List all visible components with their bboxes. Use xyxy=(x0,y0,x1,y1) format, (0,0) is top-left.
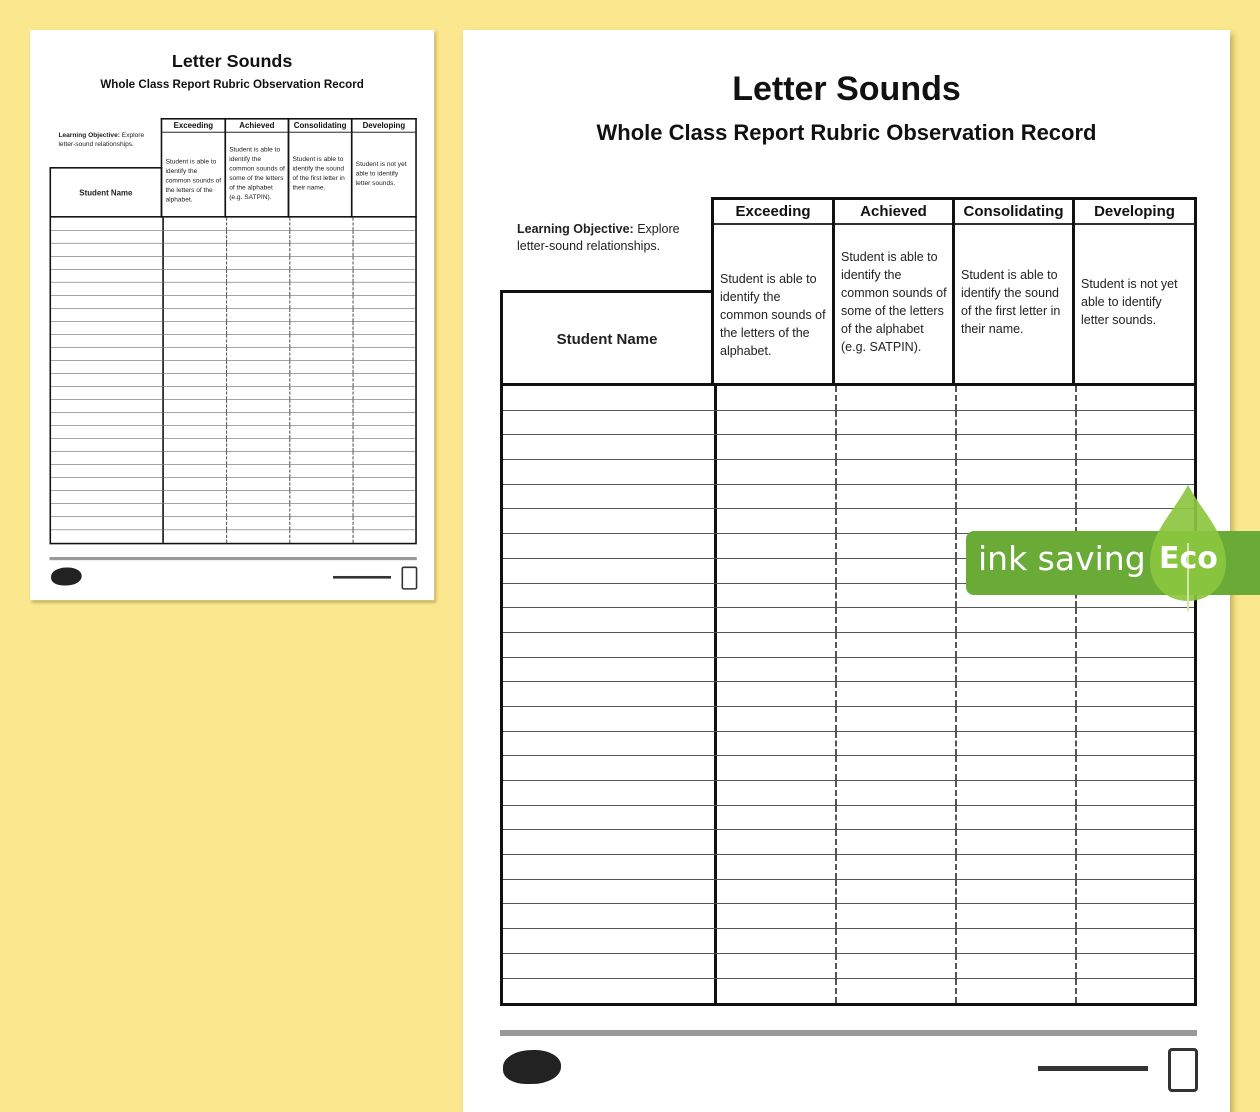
student-row[interactable] xyxy=(51,244,415,257)
column-divider xyxy=(955,732,957,756)
learning-objective xyxy=(58,131,158,149)
column-divider xyxy=(1075,460,1077,484)
column-divider xyxy=(226,452,227,464)
column-exceeding xyxy=(711,197,835,386)
column-divider xyxy=(226,244,227,256)
column-divider xyxy=(353,478,354,490)
column-divider xyxy=(162,270,164,282)
student-row[interactable] xyxy=(51,270,415,283)
column-label: Consolidating xyxy=(955,200,1072,225)
column-divider xyxy=(226,335,227,347)
column-divider xyxy=(835,534,837,558)
footer-divider xyxy=(49,557,416,560)
student-row[interactable] xyxy=(51,478,415,491)
column-divider xyxy=(289,452,290,464)
column-divider xyxy=(955,979,957,1004)
student-row[interactable] xyxy=(503,929,1194,954)
column-divider xyxy=(835,954,837,978)
page-preview-thumbnail xyxy=(30,30,434,600)
column-divider xyxy=(714,460,717,484)
column-divider xyxy=(162,218,164,230)
objective-text: Explore letter-sound relationships. xyxy=(517,222,680,253)
column-divider xyxy=(226,257,227,269)
student-row[interactable] xyxy=(51,322,415,335)
column-divider xyxy=(289,517,290,529)
column-divider xyxy=(162,426,164,438)
column-divider xyxy=(955,806,957,830)
column-divider xyxy=(835,435,837,459)
column-divider xyxy=(353,387,354,399)
column-divider xyxy=(835,756,837,780)
footer-divider xyxy=(500,1030,1197,1036)
student-row[interactable] xyxy=(51,283,415,296)
column-divider xyxy=(955,584,957,608)
column-divider xyxy=(835,707,837,731)
column-divider xyxy=(226,491,227,503)
student-row[interactable] xyxy=(503,830,1194,855)
column-divider xyxy=(835,386,837,410)
student-row[interactable] xyxy=(503,682,1194,707)
column-divider xyxy=(162,283,164,295)
column-divider xyxy=(835,781,837,805)
student-row[interactable] xyxy=(51,491,415,504)
column-divider xyxy=(714,929,717,953)
column-divider xyxy=(162,231,164,243)
column-divider xyxy=(955,682,957,706)
column-divider xyxy=(289,361,290,373)
column-divider xyxy=(226,530,227,543)
column-achieved xyxy=(224,118,289,218)
column-label: Developing xyxy=(353,120,416,133)
column-divider xyxy=(955,855,957,879)
column-divider xyxy=(714,954,717,978)
column-divider xyxy=(714,633,717,657)
column-divider xyxy=(714,806,717,830)
column-divider xyxy=(1075,435,1077,459)
column-divider xyxy=(162,257,164,269)
column-divider xyxy=(1075,855,1077,879)
column-divider xyxy=(955,509,957,533)
column-divider xyxy=(353,452,354,464)
column-divider xyxy=(162,452,164,464)
student-row[interactable] xyxy=(51,439,415,452)
column-description: Student is able to identify the sound of the first letter in their name. xyxy=(292,155,345,192)
column-divider xyxy=(353,322,354,334)
column-divider xyxy=(226,296,227,308)
objective-label: Learning Objective: xyxy=(58,131,120,139)
column-divider xyxy=(353,426,354,438)
column-label: Developing xyxy=(1075,200,1194,225)
column-divider xyxy=(289,283,290,295)
student-row[interactable] xyxy=(51,348,415,361)
column-divider xyxy=(714,979,717,1004)
column-divider xyxy=(835,880,837,904)
student-row[interactable] xyxy=(503,880,1194,905)
column-divider xyxy=(353,296,354,308)
column-divider xyxy=(226,439,227,451)
column-divider xyxy=(353,504,354,516)
column-divider xyxy=(955,435,957,459)
column-divider xyxy=(289,309,290,321)
column-divider xyxy=(289,257,290,269)
column-divider xyxy=(289,387,290,399)
column-divider xyxy=(162,322,164,334)
column-divider xyxy=(353,361,354,373)
column-divider xyxy=(955,608,957,632)
column-label: Exceeding xyxy=(714,200,832,225)
column-divider xyxy=(353,465,354,477)
objective-label: Learning Objective: xyxy=(517,222,634,236)
column-divider xyxy=(226,400,227,412)
column-divider xyxy=(353,491,354,503)
student-row[interactable] xyxy=(503,435,1194,460)
column-divider xyxy=(353,335,354,347)
column-divider xyxy=(353,257,354,269)
student-row[interactable] xyxy=(51,426,415,439)
column-divider xyxy=(162,478,164,490)
column-divider xyxy=(714,509,717,533)
learning-objective xyxy=(517,221,707,255)
column-divider xyxy=(1075,979,1077,1004)
column-description: Student is able to identify the common sounds of the letters of the alphabet. xyxy=(165,157,222,203)
column-divider xyxy=(226,413,227,425)
column-divider xyxy=(353,270,354,282)
column-divider xyxy=(835,855,837,879)
student-row[interactable] xyxy=(503,855,1194,880)
column-consolidating xyxy=(288,118,353,218)
column-description: Student is able to identify the sound of the first letter in their name. xyxy=(961,268,1061,336)
column-divider xyxy=(289,322,290,334)
column-divider xyxy=(226,374,227,386)
column-divider xyxy=(714,756,717,780)
student-row[interactable] xyxy=(51,413,415,426)
column-divider xyxy=(835,633,837,657)
document-title: Letter Sounds xyxy=(171,51,293,72)
column-divider xyxy=(714,534,717,558)
column-divider xyxy=(162,439,164,451)
column-divider xyxy=(1075,904,1077,928)
column-description: Student is not yet able to identify letter sounds. xyxy=(1081,277,1178,327)
column-divider xyxy=(226,465,227,477)
column-divider xyxy=(289,530,290,543)
column-divider xyxy=(714,559,717,583)
column-divider xyxy=(162,530,164,543)
column-divider xyxy=(714,707,717,731)
column-divider xyxy=(162,504,164,516)
footer-text xyxy=(1038,1066,1148,1071)
badge-text: ink saving xyxy=(978,539,1146,578)
column-divider xyxy=(226,270,227,282)
column-divider xyxy=(955,633,957,657)
column-divider xyxy=(353,413,354,425)
column-divider xyxy=(955,485,957,509)
column-divider xyxy=(835,509,837,533)
document-subtitle: Whole Class Report Rubric Observation Record xyxy=(596,120,1097,145)
column-divider xyxy=(714,682,717,706)
student-row[interactable] xyxy=(51,374,415,387)
column-description: Student is able to identify the common sounds of some of the letters of the alphabet (e.g. SATPIN). xyxy=(229,145,285,201)
student-name-header: Student Name xyxy=(500,290,714,386)
student-row[interactable] xyxy=(51,309,415,322)
column-divider xyxy=(162,244,164,256)
column-divider xyxy=(714,435,717,459)
column-divider xyxy=(835,732,837,756)
column-divider xyxy=(835,682,837,706)
column-divider xyxy=(955,781,957,805)
column-divider xyxy=(835,485,837,509)
student-rows xyxy=(500,383,1197,1006)
column-divider xyxy=(1075,929,1077,953)
column-divider xyxy=(714,386,717,410)
column-divider xyxy=(353,218,354,230)
column-divider xyxy=(353,400,354,412)
column-divider xyxy=(1075,608,1077,632)
column-divider xyxy=(1075,806,1077,830)
column-divider xyxy=(714,658,717,682)
student-row[interactable] xyxy=(503,732,1194,757)
column-divider xyxy=(353,530,354,543)
column-divider xyxy=(226,504,227,516)
column-label: Achieved xyxy=(226,120,288,133)
column-divider xyxy=(162,348,164,360)
column-label: Consolidating xyxy=(289,120,351,133)
column-divider xyxy=(714,880,717,904)
student-row[interactable] xyxy=(503,979,1194,1004)
column-divider xyxy=(714,411,717,435)
student-name-header: Student Name xyxy=(49,167,162,218)
column-consolidating xyxy=(952,197,1075,386)
column-divider xyxy=(835,460,837,484)
student-row[interactable] xyxy=(51,231,415,244)
column-divider xyxy=(162,491,164,503)
column-divider xyxy=(714,584,717,608)
column-divider xyxy=(289,478,290,490)
column-divider xyxy=(289,465,290,477)
column-divider xyxy=(1075,386,1077,410)
column-divider xyxy=(353,517,354,529)
column-divider xyxy=(162,465,164,477)
student-row[interactable] xyxy=(503,954,1194,979)
student-row[interactable] xyxy=(503,608,1194,633)
column-divider xyxy=(835,979,837,1004)
column-exceeding xyxy=(161,118,226,218)
column-divider xyxy=(1075,682,1077,706)
column-divider xyxy=(714,830,717,854)
brand-logo-icon xyxy=(503,1050,561,1084)
column-divider xyxy=(955,904,957,928)
column-divider xyxy=(162,309,164,321)
footer-text xyxy=(333,576,391,579)
column-divider xyxy=(289,374,290,386)
column-divider xyxy=(289,504,290,516)
column-divider xyxy=(835,830,837,854)
column-divider xyxy=(226,231,227,243)
column-divider xyxy=(162,374,164,386)
student-row[interactable] xyxy=(503,633,1194,658)
column-divider xyxy=(955,756,957,780)
student-row[interactable] xyxy=(51,257,415,270)
column-divider xyxy=(835,929,837,953)
column-divider xyxy=(289,491,290,503)
column-divider xyxy=(955,830,957,854)
column-divider xyxy=(226,361,227,373)
column-divider xyxy=(289,426,290,438)
column-divider xyxy=(835,411,837,435)
column-divider xyxy=(1075,509,1077,533)
column-divider xyxy=(714,732,717,756)
column-divider xyxy=(1075,658,1077,682)
column-divider xyxy=(162,296,164,308)
column-divider xyxy=(226,478,227,490)
column-divider xyxy=(226,322,227,334)
column-developing xyxy=(1072,197,1197,386)
column-divider xyxy=(714,608,717,632)
student-row[interactable] xyxy=(51,530,415,543)
column-divider xyxy=(1075,485,1077,509)
column-divider xyxy=(289,335,290,347)
column-divider xyxy=(955,460,957,484)
column-divider xyxy=(1075,781,1077,805)
column-divider xyxy=(835,904,837,928)
column-divider xyxy=(162,387,164,399)
student-row[interactable] xyxy=(51,387,415,400)
column-divider xyxy=(162,400,164,412)
student-row[interactable] xyxy=(503,781,1194,806)
student-row[interactable] xyxy=(51,452,415,465)
column-description: Student is not yet able to identify letter sounds. xyxy=(355,160,407,187)
column-divider xyxy=(1075,411,1077,435)
column-divider xyxy=(835,584,837,608)
student-row[interactable] xyxy=(51,335,415,348)
column-divider xyxy=(1075,954,1077,978)
column-label: Exceeding xyxy=(162,120,224,133)
column-divider xyxy=(289,400,290,412)
column-achieved xyxy=(832,197,955,386)
student-row[interactable] xyxy=(51,517,415,530)
brand-mark-icon xyxy=(1168,1048,1198,1092)
column-divider xyxy=(353,348,354,360)
column-divider xyxy=(955,707,957,731)
column-divider xyxy=(226,387,227,399)
student-row[interactable] xyxy=(503,806,1194,831)
column-description: Student is able to identify the common sounds of the letters of the alphabet. xyxy=(720,272,826,358)
column-divider xyxy=(289,244,290,256)
student-row[interactable] xyxy=(503,411,1194,436)
brand-mark-icon xyxy=(402,566,418,589)
column-divider xyxy=(1075,707,1077,731)
column-divider xyxy=(353,309,354,321)
student-row[interactable] xyxy=(503,756,1194,781)
column-divider xyxy=(714,485,717,509)
brand-logo-icon xyxy=(51,568,82,586)
document-title: Letter Sounds xyxy=(732,70,961,108)
column-description: Student is able to identify the common sounds of some of the letters of the alphabet (e.g. SATPIN). xyxy=(841,250,947,354)
column-developing xyxy=(351,118,417,218)
objective-text: Explore letter-sound relationships. xyxy=(58,131,145,148)
column-divider xyxy=(835,806,837,830)
column-divider xyxy=(1075,756,1077,780)
column-divider xyxy=(289,296,290,308)
student-row[interactable] xyxy=(51,504,415,517)
column-divider xyxy=(955,658,957,682)
column-divider xyxy=(955,880,957,904)
column-divider xyxy=(353,439,354,451)
column-divider xyxy=(714,904,717,928)
student-rows xyxy=(49,216,416,544)
column-divider xyxy=(226,348,227,360)
student-row[interactable] xyxy=(503,904,1194,929)
column-divider xyxy=(289,218,290,230)
eco-label: Eco xyxy=(1159,541,1218,576)
column-divider xyxy=(162,335,164,347)
column-divider xyxy=(226,283,227,295)
column-divider xyxy=(353,244,354,256)
document-subtitle: Whole Class Report Rubric Observation Record xyxy=(100,77,364,91)
student-row[interactable] xyxy=(503,485,1194,510)
column-divider xyxy=(289,413,290,425)
column-divider xyxy=(714,781,717,805)
column-divider xyxy=(226,218,227,230)
column-divider xyxy=(835,658,837,682)
student-row[interactable] xyxy=(503,707,1194,732)
column-divider xyxy=(289,270,290,282)
column-divider xyxy=(226,426,227,438)
column-divider xyxy=(955,929,957,953)
column-divider xyxy=(289,231,290,243)
student-row[interactable] xyxy=(51,465,415,478)
column-divider xyxy=(289,348,290,360)
student-row[interactable] xyxy=(503,386,1194,411)
column-divider xyxy=(835,608,837,632)
column-divider xyxy=(1075,633,1077,657)
column-divider xyxy=(955,534,957,558)
column-divider xyxy=(714,855,717,879)
column-divider xyxy=(1075,732,1077,756)
column-divider xyxy=(955,559,957,583)
column-divider xyxy=(353,374,354,386)
column-divider xyxy=(353,283,354,295)
column-divider xyxy=(835,559,837,583)
column-divider xyxy=(353,231,354,243)
column-divider xyxy=(162,413,164,425)
column-divider xyxy=(226,517,227,529)
column-divider xyxy=(226,309,227,321)
column-divider xyxy=(1075,880,1077,904)
student-row[interactable] xyxy=(503,460,1194,485)
column-divider xyxy=(955,386,957,410)
student-row[interactable] xyxy=(51,218,415,231)
column-divider xyxy=(955,954,957,978)
student-row[interactable] xyxy=(51,296,415,309)
student-row[interactable] xyxy=(51,400,415,413)
column-divider xyxy=(162,517,164,529)
column-divider xyxy=(955,411,957,435)
column-divider xyxy=(289,439,290,451)
column-divider xyxy=(1075,830,1077,854)
column-label: Achieved xyxy=(835,200,952,225)
student-row[interactable] xyxy=(51,361,415,374)
column-divider xyxy=(162,361,164,373)
student-row[interactable] xyxy=(503,658,1194,683)
